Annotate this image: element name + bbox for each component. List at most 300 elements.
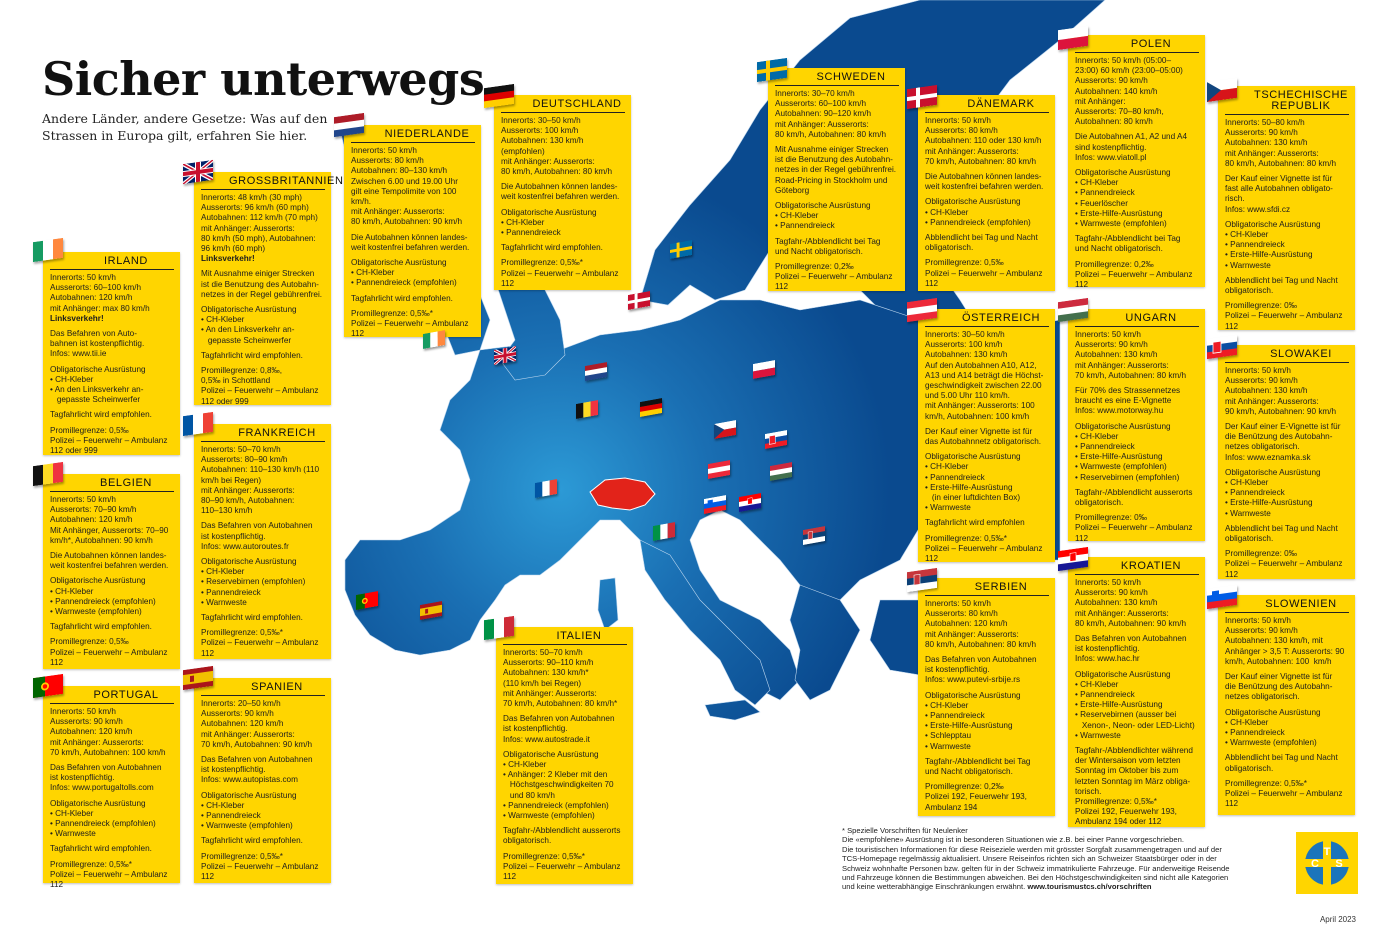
flag-cz-icon bbox=[1207, 78, 1237, 102]
country-rule-line: Innerorts: 50 km/h bbox=[351, 146, 417, 155]
flag-at-icon bbox=[907, 298, 937, 322]
country-rule-line: • Warnweste bbox=[1225, 260, 1271, 270]
country-rule-line: 112 oder 999 bbox=[201, 396, 249, 406]
country-rule-line: ist die Benutzung des Autobahn- bbox=[775, 155, 893, 165]
country-rule-line: Innerorts: 50 km/h bbox=[925, 599, 991, 608]
flag-rs-icon bbox=[907, 568, 937, 592]
country-rule-line: • Warnweste (empfohlen) bbox=[201, 821, 293, 831]
country-rule-line: bahnen ist kostenpflichtig. bbox=[50, 339, 145, 349]
flag-dk-icon bbox=[907, 85, 937, 109]
country-name: BELGIEN bbox=[50, 474, 174, 492]
country-rule-line: Tagfahrlicht wird empfohlen. bbox=[201, 836, 303, 846]
country-rule-line: Autobahnen: 120 km/h bbox=[201, 719, 284, 729]
country-name: NIEDERLANDE bbox=[351, 125, 475, 143]
country-rule-line: obligatorisch. bbox=[1225, 534, 1274, 544]
country-rule-line: Tagfahr-/Abblendlicht bei Tag bbox=[1075, 234, 1181, 244]
country-card-slowakei bbox=[1218, 345, 1355, 579]
country-name: SPANIEN bbox=[201, 678, 325, 696]
country-rule-line: Innerorts: 30–50 km/h bbox=[501, 116, 581, 125]
country-rule-line: Abblendlicht bei Tag und Nacht bbox=[1225, 275, 1338, 285]
country-rule-line: Obligatorische Ausrüstung bbox=[201, 557, 297, 567]
country-rule-line: fast alle Autobahnen obligato- bbox=[1225, 184, 1333, 194]
country-name: PORTUGAL bbox=[50, 686, 174, 704]
country-rule-line: • Pannendreieck bbox=[501, 228, 561, 238]
country-rule-line: Infos: www.viatoll.pl bbox=[1075, 152, 1147, 162]
country-rule-line: 112 bbox=[1075, 280, 1089, 290]
country-rule-line: netzes obligatorisch. bbox=[1225, 442, 1300, 452]
country-name: GROSSBRITANNIEN bbox=[201, 172, 325, 190]
country-rule-line: Tagfahrlicht wird empfohlen. bbox=[351, 293, 453, 303]
country-rule-line: Ausserorts: 96 km/h (60 mph) bbox=[201, 203, 309, 213]
flag-pt-icon bbox=[33, 674, 63, 698]
country-card-daenemark bbox=[918, 95, 1055, 291]
country-rule-line: Ausserorts: 80–90 km/h bbox=[201, 455, 288, 465]
country-rule-line: mit Anhänger: Ausserorts: 100 bbox=[925, 401, 1035, 411]
country-name: POLEN bbox=[1075, 35, 1199, 53]
country-rule-line: • CH-Kleber bbox=[201, 800, 245, 810]
country-rule-line: 112 oder 999 bbox=[50, 446, 98, 456]
country-card-belgien bbox=[43, 474, 180, 669]
country-rule-line: und Nacht obligatorisch. bbox=[925, 767, 1013, 777]
country-rule-line: ist kostenpflichtig. bbox=[1075, 644, 1140, 654]
country-rule-line: Der Kauf einer Vignette ist für bbox=[1225, 174, 1333, 184]
country-rule-line: Polizei – Feuerwehr – Ambulanz bbox=[925, 268, 1043, 278]
country-rule-line: Polizei – Feuerwehr – Ambulanz bbox=[201, 386, 319, 396]
country-rule-line: Tagfahrlicht wird empfohlen. bbox=[201, 350, 303, 360]
country-rule-line: • CH-Kleber bbox=[925, 207, 969, 217]
country-rule-line: • CH-Kleber bbox=[1075, 679, 1119, 689]
country-rule-line: • Warnweste bbox=[1225, 508, 1271, 518]
country-rule-line: Ausserorts: 70–80 km/h, bbox=[1075, 107, 1164, 117]
country-rule-line: Innerorts: 50–70 km/h bbox=[201, 445, 281, 454]
country-rule-line: • Erste-Hilfe-Ausrüstung bbox=[925, 482, 1013, 492]
country-rule-line: • CH-Kleber bbox=[50, 808, 94, 818]
flag-si-icon bbox=[1207, 585, 1237, 609]
country-card-spanien bbox=[194, 678, 331, 883]
country-rule-line: Für 70% des Strassennetzes bbox=[1075, 386, 1181, 396]
country-rule-line: Innerorts: 50 km/h bbox=[925, 116, 991, 125]
country-rule-line: Polizei 192, Feuerwehr 193, bbox=[925, 792, 1027, 802]
country-rule-line: Promillegrenze: 0,5‰ bbox=[50, 425, 129, 435]
country-rule-line: km/h bei Regen) bbox=[201, 475, 262, 485]
country-rule-line: Autobahnen: 90–120 km/h bbox=[775, 109, 872, 119]
flag-it-icon bbox=[484, 616, 514, 640]
country-rule-line: Promillegrenze: 0,5‰* bbox=[925, 533, 1007, 543]
country-rule-line: Ausserorts: 80 km/h bbox=[351, 156, 424, 166]
country-rule-line: • Warnweste (empfohlen) bbox=[1075, 219, 1167, 229]
country-rule-line: 80 km/h, Autobahnen: 90 km/h bbox=[351, 217, 463, 227]
country-name: ÖSTERREICH bbox=[925, 309, 1049, 327]
country-rule-line: Innerorts: 30–70 km/h bbox=[775, 89, 855, 98]
country-rule-line: Autobahnen: 130 km/h, mit bbox=[1225, 636, 1323, 646]
country-card-irland bbox=[43, 252, 180, 455]
country-rule-line: • Pannendreieck bbox=[925, 472, 985, 482]
country-rule-line: weit kostenfrei befahren werden. bbox=[50, 561, 169, 571]
country-rule-line: (empfohlen) bbox=[501, 146, 545, 156]
country-rule-line: mit Anhänger: Ausserorts: bbox=[503, 688, 597, 698]
country-rule-line: Infos: www.portugaltolls.com bbox=[50, 783, 154, 793]
country-rule-line: Tagfahrlicht wird empfohlen. bbox=[501, 243, 603, 253]
country-rule-line: die Benützung des Autobahn- bbox=[1225, 682, 1333, 692]
country-rule-line: 70 km/h, Autobahnen: 80 km/h bbox=[1075, 370, 1187, 380]
country-card-grossbritannien bbox=[194, 172, 344, 406]
country-rule-line: Promillegrenze: 0,8‰, bbox=[201, 366, 282, 376]
country-rule-line: mit Anhänger: Ausserorts: bbox=[50, 737, 144, 747]
country-rule-line: Ausserorts: 90 km/h bbox=[1075, 588, 1148, 598]
country-rule-line: Promillegrenze: 0,5‰* bbox=[50, 859, 132, 869]
country-rule-line: • An den Linksverkehr an- bbox=[201, 325, 295, 335]
country-rule-line: Die Autobahnen können landes- bbox=[50, 551, 167, 561]
country-rule-line: • CH-Kleber bbox=[1225, 230, 1269, 240]
country-rule-line: • CH-Kleber bbox=[925, 700, 969, 710]
country-rule-line: und 80 km/h bbox=[503, 790, 555, 800]
country-rule-line: Polizei – Feuerwehr – Ambulanz bbox=[201, 638, 319, 648]
tcs-logo bbox=[1296, 832, 1358, 894]
country-rule-line: mit Anhänger: Ausserorts: bbox=[201, 485, 295, 495]
country-rule-line: Autobahnen: 130 km/h* bbox=[503, 668, 589, 678]
country-rule-line: Infos: www.motorway.hu bbox=[1075, 406, 1164, 416]
country-rule-line: obligatorisch. bbox=[1075, 498, 1124, 508]
country-rule-line: Der Kauf einer Vignette ist für bbox=[925, 426, 1033, 436]
country-rule-line: Ausserorts: 90 km/h bbox=[1075, 340, 1148, 350]
country-rule-line: Ausserorts: 80 km/h bbox=[925, 609, 998, 619]
map-sardinia bbox=[598, 578, 618, 630]
country-rule-line: Ausserorts: 100 km/h bbox=[501, 126, 579, 136]
country-rule-line: Obligatorische Ausrüstung bbox=[1075, 669, 1171, 679]
flag-fr-icon bbox=[183, 412, 213, 436]
country-rule-line: Autobahnen: 80–130 km/h bbox=[351, 166, 448, 176]
country-rule-line: Polizei – Feuerwehr – Ambulanz bbox=[775, 272, 893, 282]
flag-hu-icon bbox=[1058, 298, 1088, 322]
country-rule-line: Infos: www.autoroutes.fr bbox=[201, 541, 289, 551]
country-rule-line: Obligatorische Ausrüstung bbox=[503, 749, 599, 759]
country-rule-line: ist kostenpflichtig. bbox=[201, 531, 266, 541]
country-rule-line: 112 bbox=[201, 648, 215, 658]
country-rule-line: Innerorts: 30–50 km/h bbox=[925, 330, 1005, 339]
country-rule-line: Autobahnen: 110–130 km/h (110 bbox=[201, 465, 320, 475]
country-rule-line: • Pannendreieck (empfohlen) bbox=[503, 800, 609, 810]
country-rule-line: mit Anhänger: Ausserorts: bbox=[925, 629, 1019, 639]
country-rule-line: Obligatorische Ausrüstung bbox=[201, 305, 297, 315]
footnote-line: * Spezielle Vorschriften für Neulenker bbox=[842, 826, 968, 835]
country-rule-line: • CH-Kleber bbox=[775, 211, 819, 221]
country-rule-line: Obligatorische Ausrüstung bbox=[1075, 421, 1171, 431]
country-rule-line: • CH-Kleber bbox=[1075, 178, 1119, 188]
country-rule-line: Innerorts: 50 km/h bbox=[1075, 578, 1141, 587]
flag-ie-icon bbox=[33, 238, 63, 262]
country-rule-line: • Feuerlöscher bbox=[1075, 198, 1128, 208]
country-rule-line: Promillegrenze: 0,5‰ bbox=[925, 258, 1004, 268]
country-rule-line: Autobahnen: 130 km/h bbox=[501, 136, 584, 146]
country-rule-line: Infos: www.autostrade.it bbox=[503, 734, 590, 744]
country-rule-line: Ausserorts: 80 km/h bbox=[925, 126, 998, 136]
country-rule-line: Promillegrenze: 0‰ bbox=[1225, 301, 1297, 311]
country-rule-line: Autobahnen: 120 km/h bbox=[50, 293, 133, 303]
tcs-logo-letter-c: C bbox=[1311, 858, 1319, 870]
country-rule-line: • Pannendreieck bbox=[925, 711, 985, 721]
country-rule-line: Autobahnen: 120 km/h bbox=[925, 619, 1008, 629]
country-rule-line: 112 bbox=[775, 282, 789, 292]
country-rule-line: mit Anhänger: Ausserorts: bbox=[501, 156, 595, 166]
footnote-link[interactable]: www.tourismustcs.ch/vorschriften bbox=[1027, 882, 1152, 892]
country-rule-line: die Benützung des Autobahn- bbox=[1225, 432, 1333, 442]
country-rule-line: Polizei – Feuerwehr – Ambulanz bbox=[351, 319, 469, 329]
country-rule-line: • Warnweste bbox=[925, 741, 971, 751]
country-rule-line: 96 km/h (60 mph) bbox=[201, 244, 266, 254]
country-rule-line: Tagfahr-/Abblendlicht ausserorts bbox=[1075, 487, 1193, 497]
country-rule-line: mit Anhänger: Ausserorts: bbox=[1225, 148, 1319, 158]
country-rule-line: km/h, Autobahnen: 100 km/h bbox=[925, 411, 1030, 421]
country-name: DEUTSCHLAND bbox=[501, 95, 625, 113]
country-rule-line: • CH-Kleber bbox=[351, 268, 395, 278]
country-rule-line: Die Autobahnen A1, A2 und A4 bbox=[1075, 132, 1187, 142]
country-rule-line: Ausserorts: 90 km/h bbox=[1075, 76, 1148, 86]
country-rule-line: • Erste-Hilfe-Ausrüstung bbox=[1225, 250, 1313, 260]
country-rule-line: ist kostenpflichtig. bbox=[503, 724, 568, 734]
country-rule-line: Promillegrenze: 0‰ bbox=[1075, 513, 1147, 523]
country-name: KROATIEN bbox=[1075, 557, 1199, 575]
country-rule-line: Innerorts: 50 km/h bbox=[1225, 616, 1291, 625]
country-rule-line: • Pannendreieck (empfohlen) bbox=[50, 596, 156, 606]
country-rule-line: mit Anhänger: max 80 km/h bbox=[50, 303, 150, 313]
country-rule-line: Das Befahren von Auto- bbox=[50, 329, 137, 339]
country-name: IRLAND bbox=[50, 252, 174, 270]
country-rule-line: Polizei – Feuerwehr – Ambulanz bbox=[1225, 559, 1343, 569]
country-rule-line: • Pannendreieck (empfohlen) bbox=[925, 217, 1031, 227]
country-rule-line: mit Anhänger: Ausserorts: bbox=[1225, 396, 1319, 406]
country-card-niederlande bbox=[344, 125, 481, 337]
country-rule-line: mit Anhänger: Ausserorts: bbox=[775, 119, 869, 129]
country-card-portugal bbox=[43, 686, 180, 890]
country-rule-line: 70 km/h, Autobahnen: 80 km/h bbox=[925, 156, 1037, 166]
country-rule-line: Der Kauf einer Vignette ist für bbox=[1225, 672, 1333, 682]
country-rule-line: weit kostenfrei befahren werden. bbox=[351, 242, 470, 252]
flag-gb-icon bbox=[183, 160, 213, 184]
country-rule-line: Ausserorts: 90–110 km/h bbox=[503, 658, 594, 668]
country-rule-line: 112 bbox=[50, 657, 64, 667]
country-rule-line: Obligatorische Ausrüstung bbox=[50, 364, 146, 374]
country-rule-line: • Reservebirnen (empfohlen) bbox=[201, 577, 306, 587]
country-rule-line: Das Befahren von Autobahnen bbox=[503, 714, 615, 724]
country-rule-line: 112 bbox=[1225, 321, 1239, 331]
country-rule-line: obligatorisch. bbox=[1225, 286, 1274, 296]
country-rule-line: der Wintersaison vom letzten bbox=[1075, 756, 1181, 766]
country-rule-line: mit Anhänger: bbox=[1075, 96, 1126, 106]
country-rule-line: Polizei 192, Feuerwehr 193, bbox=[1075, 807, 1177, 817]
country-rule-line: • Warnweste bbox=[50, 829, 96, 839]
country-rule-line: Obligatorische Ausrüstung bbox=[351, 258, 447, 268]
country-rule-line: Anhänger > 3,5 T: Ausserorts: 90 bbox=[1225, 646, 1345, 656]
country-rule-line: Innerorts: 50 km/h bbox=[50, 495, 116, 504]
country-rule-line: und Nacht obligatorisch. bbox=[1075, 244, 1163, 254]
country-rule-line: 80 km/h, Autobahnen: 80 km/h bbox=[925, 639, 1037, 649]
country-rule-line: Autobahnen: 130 km/h bbox=[1075, 350, 1158, 360]
country-rule-line: mit Anhänger: Ausserorts: bbox=[1075, 360, 1169, 370]
country-rule-line: Infos: www.putevi-srbije.rs bbox=[925, 675, 1021, 685]
country-card-oesterreich bbox=[918, 309, 1055, 562]
country-rule-line: Ausserorts: 70–90 km/h bbox=[50, 505, 137, 515]
country-rule-line: Mit Ausnahme einiger Strecken bbox=[775, 145, 889, 155]
country-rule-line: 112 bbox=[501, 278, 515, 288]
country-rule-line: • CH-Kleber bbox=[1225, 478, 1269, 488]
country-rule-line: • Pannendreieck bbox=[775, 221, 835, 231]
country-rule-line: mit Anhänger: Ausserorts: bbox=[201, 729, 295, 739]
country-rule-line: Autobahnen: 130 km/h bbox=[1225, 386, 1308, 396]
country-rule-line: Innerorts: 50 km/h bbox=[50, 707, 116, 716]
country-rule-line: Promillegrenze: 0,5‰* bbox=[503, 851, 585, 861]
country-name: SLOWENIEN bbox=[1225, 595, 1349, 613]
country-rule-line: 112 bbox=[1225, 799, 1239, 809]
country-rule-line: Ausserorts: 90 km/h bbox=[201, 709, 274, 719]
country-rule-line: • An den Linksverkehr an- bbox=[50, 385, 144, 395]
flag-de-icon bbox=[484, 84, 514, 108]
country-rule-line: weit kostenfrei befahren werden. bbox=[501, 192, 620, 202]
country-rule-line: 112 bbox=[1075, 533, 1089, 543]
country-rule-line: Infos: www.sfdi.cz bbox=[1225, 204, 1291, 214]
country-rule-line: • CH-Kleber bbox=[501, 217, 545, 227]
page-title: Sicher unterwegs bbox=[42, 52, 485, 106]
country-rule-line: netzes obligatorisch. bbox=[1225, 692, 1300, 702]
country-rule-line: Autobahnen: 130 km/h bbox=[1225, 138, 1308, 148]
country-rule-line: Polizei – Feuerwehr – Ambulanz bbox=[501, 268, 619, 278]
country-rule-line: Göteborg bbox=[775, 185, 810, 195]
country-rule-line: 112 bbox=[503, 872, 517, 882]
country-rule-line: obligatorisch. bbox=[503, 836, 552, 846]
country-rule-line: • Warnweste bbox=[925, 503, 971, 513]
country-rule-line: Ausserorts: 90 km/h bbox=[1225, 376, 1298, 386]
country-rule-line: • Erste-Hilfe-Ausrüstung bbox=[1225, 498, 1313, 508]
country-rule-line: Tagfahr-/Abblendlicht ausserorts bbox=[503, 826, 621, 836]
country-rule-line: Promillegrenze: 0,2‰ bbox=[1075, 259, 1154, 269]
country-rule-line: Promillegrenze: 0,5‰ bbox=[50, 637, 129, 647]
country-rule-line: Promillegrenze: 0,5‰* bbox=[1225, 778, 1307, 788]
country-rule-line: Autobahnen: 140 km/h bbox=[1075, 86, 1158, 96]
country-rule-line: Obligatorische Ausrüstung bbox=[775, 201, 871, 211]
country-rule-line: • Pannendreieck bbox=[1075, 442, 1135, 452]
country-rule-line: 112 bbox=[925, 278, 939, 288]
country-rule-line: Autobahnen: 120 km/h bbox=[50, 515, 133, 525]
footnote-line: und Fahrzeuge können die Bestimmungen abweichen. Bei den Höchstgeschwindigkeiten sind nicht alle Kategorien bbox=[842, 873, 1229, 883]
date-label: April 2023 bbox=[1319, 915, 1356, 924]
country-rule-line: Infos: www.eznamka.sk bbox=[1225, 452, 1311, 462]
country-rule-line: und 5.00 Uhr 110 km/h. bbox=[925, 391, 1010, 401]
country-rule-line: 80 km/h (50 mph), Autobahnen: bbox=[201, 233, 316, 243]
country-rule-line: Innerorts: 50 km/h bbox=[1225, 366, 1291, 375]
country-rule-line: • Erste-Hilfe-Ausrüstung bbox=[1075, 208, 1163, 218]
country-rule-line: • Erste-Hilfe-Ausrüstung bbox=[1075, 700, 1163, 710]
country-rule-line: und Nacht obligatorisch. bbox=[775, 246, 863, 256]
country-card-deutschland bbox=[494, 95, 631, 290]
country-rule-line: Autobahnen: 130 km/h bbox=[1075, 598, 1158, 608]
country-rule-line: 90 km/h, Autobahnen: 90 km/h bbox=[1225, 406, 1337, 416]
country-rule-line: km/h. bbox=[351, 197, 372, 207]
country-rule-line: • Warnweste bbox=[201, 597, 247, 607]
country-rule-line: Promillegrenze: 0,5‰* bbox=[201, 851, 283, 861]
country-rule-line: • CH-Kleber bbox=[201, 315, 245, 325]
country-name: SLOWAKEI bbox=[1225, 345, 1349, 363]
country-rule-line: gepasste Scheinwerfer bbox=[50, 395, 141, 405]
country-rule-line: • Pannendreieck bbox=[1225, 488, 1285, 498]
country-rule-line: Ausserorts: 90 km/h bbox=[1225, 626, 1298, 636]
country-rule-line: • Pannendreieck bbox=[201, 811, 261, 821]
country-rule-line: 0,5‰ in Schottland bbox=[201, 376, 271, 386]
flag-be-icon bbox=[33, 462, 63, 486]
country-rule-line: Tagfahr-/Abblendlicht bei Tag bbox=[925, 756, 1031, 766]
country-rule-line: Innerorts: 50–80 km/h bbox=[1225, 118, 1305, 127]
page-subtitle: Andere Länder, andere Gesetze: Was auf den Strassen in Europa gilt, erfahren Sie hier. bbox=[42, 111, 328, 143]
country-rule-line: Zwischen 6.00 und 19.00 Uhr bbox=[351, 176, 458, 186]
country-rule-line: Obligatorische Ausrüstung bbox=[925, 690, 1021, 700]
country-card-ungarn bbox=[1068, 309, 1205, 541]
country-rule-line: Infos: www.hac.hr bbox=[1075, 654, 1140, 664]
country-rule-line: Das Befahren von Autobahnen bbox=[201, 521, 313, 531]
footnote-line bbox=[842, 882, 1282, 891]
flag-nl-icon bbox=[334, 113, 364, 137]
country-rule-line: Promillegrenze: 0,5‰* bbox=[201, 628, 283, 638]
flag-pl-icon bbox=[1058, 26, 1088, 50]
country-rule-line: Der Kauf einer E-Vignette ist für bbox=[1225, 422, 1341, 432]
country-rule-line: Innerorts: 48 km/h (30 mph) bbox=[201, 193, 303, 202]
country-rule-line: netzes in der Regel gebührenfrei. bbox=[201, 289, 323, 299]
country-rule-line: Auf den Autobahnen A10, A12, bbox=[925, 360, 1037, 370]
country-card-frankreich bbox=[194, 424, 331, 659]
flag-es-icon bbox=[183, 666, 213, 690]
country-rule-line: sind kostenpflichtig. bbox=[1075, 142, 1147, 152]
country-rule-line: • Pannendreieck bbox=[1075, 690, 1135, 700]
country-rule-line: • CH-Kleber bbox=[1075, 431, 1119, 441]
country-rule-line: 80 km/h, Autobahnen: 80 km/h bbox=[501, 167, 613, 177]
country-rule-line: • Reservebirnen (empfohlen) bbox=[1075, 472, 1180, 482]
country-rule-line: torisch. bbox=[1075, 786, 1102, 796]
map-balkans bbox=[790, 585, 860, 700]
country-rule-line: • Pannendreieck bbox=[1225, 240, 1285, 250]
country-rule-line: (110 km/h bei Regen) bbox=[503, 678, 582, 688]
country-rule-line: Mit Ausnahme einiger Strecken bbox=[201, 269, 315, 279]
country-rule-line: 112 bbox=[1225, 569, 1239, 579]
country-rule-line: Höchstgeschwindigkeiten 70 bbox=[503, 780, 614, 790]
country-card-schweden bbox=[768, 68, 905, 291]
country-rule-line: 110–130 km/h bbox=[201, 506, 253, 516]
country-rule-line: Ambulanz 194 bbox=[925, 802, 978, 812]
country-rule-line: • CH-Kleber bbox=[925, 462, 969, 472]
country-rule-line: Innerorts: 20–50 km/h bbox=[201, 699, 281, 708]
country-rule-line: Polizei – Feuerwehr – Ambulanz bbox=[50, 869, 168, 879]
country-rule-line: • Erste-Hilfe-Ausrüstung bbox=[925, 721, 1013, 731]
country-rule-line: Autobahnen: 130 km/h bbox=[925, 350, 1008, 360]
country-rule-line: Die Autobahnen können landes- bbox=[501, 182, 618, 192]
country-card-slowenien bbox=[1218, 595, 1355, 815]
country-rule-line: obligatorisch. bbox=[925, 243, 974, 253]
country-rule-line: 112 bbox=[50, 880, 64, 890]
country-rule-line: 70 km/h, Autobahnen: 90 km/h bbox=[201, 739, 313, 749]
country-rule-line: Ambulanz 194 oder 112 bbox=[1075, 817, 1162, 827]
country-name: SERBIEN bbox=[925, 578, 1049, 596]
country-rule-line: Promillegrenze: 0,5‰* bbox=[1075, 797, 1157, 807]
country-rule-line: • Pannendreieck bbox=[201, 587, 261, 597]
country-rule-line: Tagfahr-/Abblendlichter während bbox=[1075, 746, 1193, 756]
country-rule-line: 70 km/h, Autobahnen: 80 km/h* bbox=[503, 699, 618, 709]
country-rule-line: Die Autobahnen können landes- bbox=[925, 172, 1042, 182]
country-rule-line: ist die Benutzung des Autobahn- bbox=[201, 279, 319, 289]
country-card-polen bbox=[1068, 35, 1205, 290]
country-rule-line: 112 bbox=[925, 554, 939, 564]
country-rule-line: Autobahnen: 80 km/h bbox=[1075, 117, 1153, 127]
flag-hr-icon bbox=[1058, 547, 1088, 571]
country-rule-line: Infos: www.tii.ie bbox=[50, 349, 107, 359]
country-rule-line: Obligatorische Ausrüstung bbox=[201, 790, 297, 800]
footnote-line: Die touristischen Informationen für diese Reiseziele werden mit grösster Sorgfalt zusammengetragen und auf der bbox=[842, 844, 1222, 854]
country-rule-line: Abblendlicht bei Tag und Nacht bbox=[1225, 523, 1338, 533]
